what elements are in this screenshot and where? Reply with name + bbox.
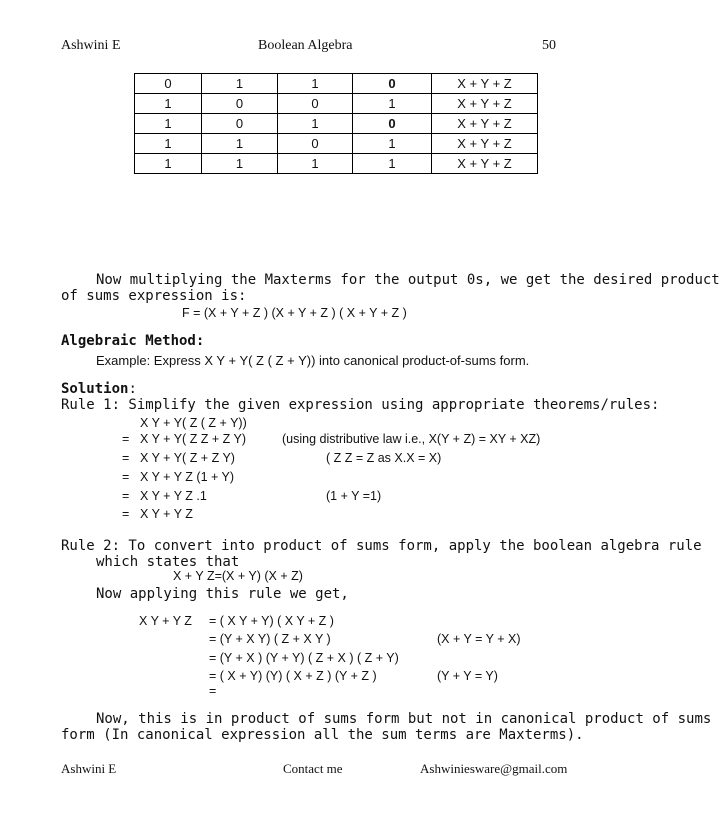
step-equals: = (122, 507, 130, 521)
table-cell: 0 (278, 134, 353, 154)
table-cell: 1 (202, 134, 278, 154)
maxterm-cell: X + Y + Z (432, 94, 538, 114)
table-cell: 1 (135, 134, 202, 154)
rule-2-formula: X + Y Z=(X + Y) (X + Z) (173, 569, 303, 583)
algebraic-method-heading: Algebraic Method: (61, 333, 205, 349)
page-number: 50 (542, 38, 556, 53)
step-equals: = (122, 451, 130, 465)
table-cell: 1 (353, 134, 432, 154)
rule-2-line-1: Rule 2: To convert into product of sums form, apply the boolean algebra rule (61, 538, 702, 554)
footer-author: Ashwini E (61, 761, 117, 776)
table-cell: 1 (135, 114, 202, 134)
table-cell: 1 (278, 114, 353, 134)
step-equals: = (122, 432, 130, 446)
step-expression: X Y + Y( Z Z + Z Y) (140, 432, 247, 446)
header-author: Ashwini E (61, 38, 121, 53)
step-expression: X Y + Y Z (140, 507, 193, 521)
table-cell: 1 (353, 154, 432, 174)
maxterm-cell: X + Y + Z (432, 74, 538, 94)
table-cell: 1 (278, 154, 353, 174)
table-row (135, 134, 538, 154)
table-cell: 0 (135, 74, 202, 94)
step-equals: = (122, 489, 130, 503)
derivation-step: = ( X + Y) (Y) ( X + Z ) (Y + Z ) (209, 669, 377, 683)
table-cell: 1 (202, 154, 278, 174)
derivation-step: = (Y + X Y) ( Z + X Y ) (209, 632, 331, 646)
derivation-step: = (209, 684, 217, 698)
table-cell: 1 (135, 94, 202, 114)
step-expression: X Y + Y( Z + Z Y) (140, 451, 235, 465)
table-row (135, 74, 538, 94)
table-cell: 1 (202, 74, 278, 94)
derivation-note: (X + Y = Y + X) (437, 632, 521, 646)
closing-line-2: form (In canonical expression all the sum terms are Maxterms). (61, 727, 584, 743)
table-cell: 1 (353, 94, 432, 114)
truth-table (134, 73, 538, 174)
rule-2-line-2: which states that (96, 554, 240, 570)
table-cell: 0 (353, 114, 432, 134)
step-note: ( Z Z = Z as X.X = X) (326, 451, 442, 465)
intro-line-1: Now multiplying the Maxterms for the output 0s, we get the desired product (96, 272, 720, 288)
derivation-step: = (Y + X ) (Y + Y) ( Z + X ) ( Z + Y) (209, 651, 399, 665)
step-expression: X Y + Y Z (1 + Y) (140, 470, 235, 484)
table-cell: 1 (135, 154, 202, 174)
table-cell: 0 (202, 94, 278, 114)
step-expression: X Y + Y Z .1 (140, 489, 207, 503)
solution-heading: Solution: (61, 381, 137, 397)
header-title: Boolean Algebra (258, 38, 353, 53)
example-text: Example: Express X Y + Y( Z ( Z + Y)) into canonical product-of-sums form. (96, 353, 530, 368)
rule-1-text: Rule 1: Simplify the given expression using appropriate theorems/rules: (61, 397, 660, 413)
table-cell: 1 (278, 74, 353, 94)
table-cell: 0 (202, 114, 278, 134)
product-of-sums-formula: F = (X + Y + Z ) (X + Y + Z ) ( X + Y + Z ) (182, 306, 407, 320)
step-note: (using distributive law i.e., X(Y + Z) = XY + XZ) (282, 432, 541, 446)
derivation-step: = ( X Y + Y) ( X Y + Z ) (209, 614, 334, 628)
table-cell: 0 (278, 94, 353, 114)
table-row (135, 154, 538, 174)
maxterm-cell: X + Y + Z (432, 154, 538, 174)
closing-line-1: Now, this is in product of sums form but not in canonical product of sums (96, 711, 712, 727)
footer-contact[interactable]: Contact me (283, 761, 343, 776)
maxterm-cell: X + Y + Z (432, 114, 538, 134)
rule-2-line-3: Now applying this rule we get, (96, 586, 349, 602)
table-row (135, 114, 538, 134)
derivation-note: (Y + Y = Y) (437, 669, 498, 683)
table-cell: 0 (353, 74, 432, 94)
table-row (135, 94, 538, 114)
step-equals: = (122, 470, 130, 484)
step-expression: X Y + Y( Z ( Z + Y)) (140, 416, 247, 430)
step-note: (1 + Y =1) (326, 489, 382, 503)
derivation-lhs: X Y + Y Z (139, 614, 192, 628)
intro-line-2: of sums expression is: (61, 288, 247, 304)
footer-email[interactable]: Ashwiniesware@gmail.com (420, 761, 568, 776)
maxterm-cell: X + Y + Z (432, 134, 538, 154)
